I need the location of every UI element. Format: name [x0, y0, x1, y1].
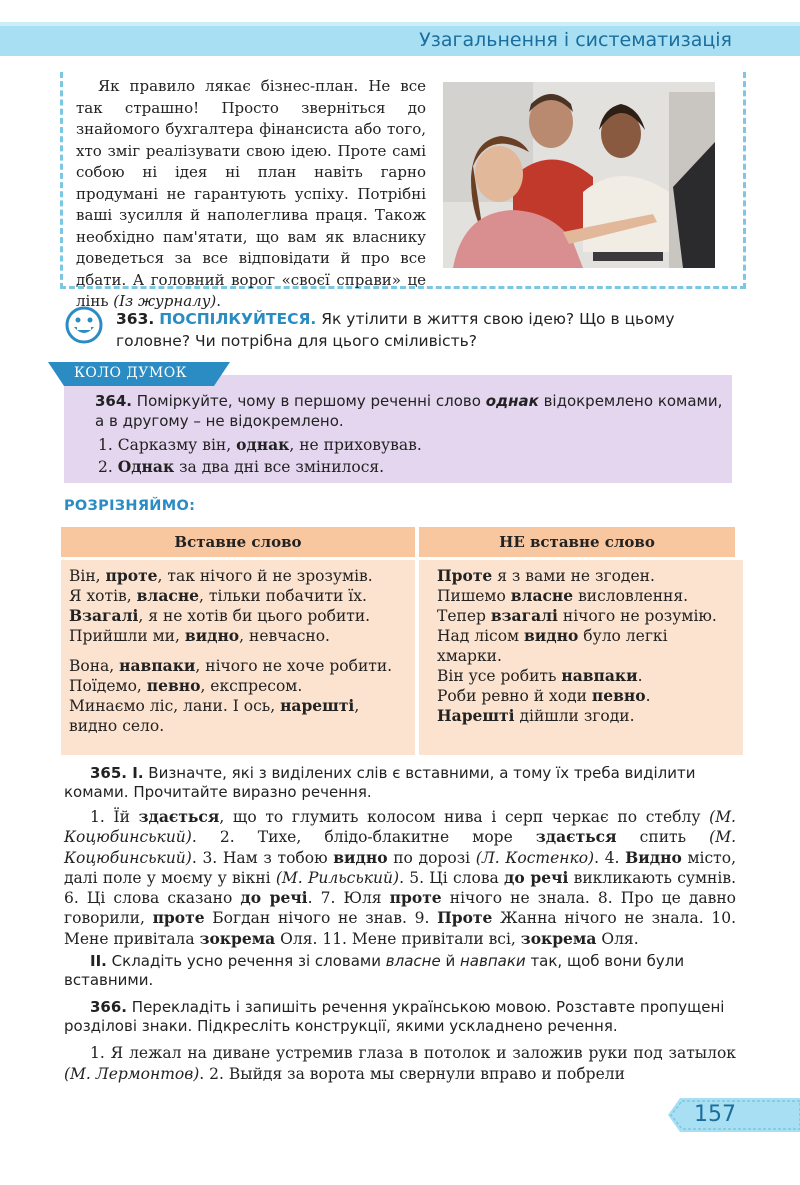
table-line: Він, проте, так нічого й не зрозумів. — [69, 566, 373, 585]
table-line: хмарки. — [437, 647, 502, 665]
table-header-non-parenthetical: НЕ вставне слово — [419, 527, 735, 557]
table-line: Прийшли ми, видно, невчасно. — [69, 626, 330, 645]
kolo-dumok-tab — [48, 362, 230, 386]
photo-students-computer — [443, 82, 715, 268]
table-line: Роби ревно й ходи певно. — [437, 686, 651, 705]
smiley-icon — [65, 306, 103, 344]
exercise-365-number: 365. I. — [90, 764, 144, 782]
distinguish-heading: РОЗРІЗНЯЙМО: — [64, 498, 196, 514]
table-line: Тепер взагалі нічого не розумію. — [437, 606, 717, 625]
table-line: видно село. — [69, 717, 165, 735]
exercise-363-label: ПОСПІЛКУЙТЕСЯ. — [159, 310, 317, 328]
exercise-363: 363. ПОСПІЛКУЙТЕСЯ. Як утілити в життя свою ідею? Що в цьому головне? Чи потрібна для цього сміливість? — [116, 310, 675, 350]
exercise-366-task: 366. Перекладіть і запишіть речення українською мовою. Розставте пропущені розділові знаки. Підкресліть конструкції, якими ускладнено речення. — [64, 998, 725, 1035]
table-line: Минаємо ліс, лани. І ось, нарешті, — [69, 696, 360, 715]
exercise-365-sentences: 1. Їй здається, що то глумить колосом нива і серп черкає по стеблу (М. Коцюбинський). 2. Тихе, блідо-блакитне море здається спить (М. Коцюбинський). 3. Нам з тобою видно по дорозі (Л. Костенко). 4. Видно місто, далі поле у моєму у вікні (М. Рильський). 5. Ці слова до речі викликають сумнів. 6. Ці слова сказано до речі. 7. Юля проте нічого не знала. 8. Про це давно говорили, проте Богдан нічого не знав. 9. Проте Жанна нічого не знала. 10. Мене привітала зокрема Оля. 11. Мене привітали всі, зокрема Оля. — [64, 807, 737, 948]
exercise-364-examples — [98, 434, 422, 478]
table-line: Пишемо власне висловлення. — [437, 586, 689, 605]
table-line: Я хотів, власне, тільки побачити їх. — [69, 586, 367, 605]
table-column-parenthetical — [61, 560, 415, 755]
kolo-dumok-label: КОЛО ДУМОК — [74, 365, 188, 381]
table-line: Взагалі, я не хотів би цього робити. — [69, 606, 371, 625]
chapter-header — [0, 22, 800, 60]
table-line: Нарешті дійшли згоди. — [437, 706, 635, 725]
exercise-366-number: 366. — [90, 998, 128, 1016]
list-item: 2. Однак за два дні все змінилося. — [98, 457, 385, 476]
photo-illustration — [443, 82, 715, 268]
chapter-title: Узагальнення і систематизація — [419, 29, 732, 51]
journal-text: Як правило лякає бізнес-план. Не все так страшно! Просто зверніться до знайомого бухгалтера фінансиста або того, хто зміг реалізувати свою ідею. Проте самі собою ні ідея ні план навіть гарно продумані не гарантують успіху. Потрібні ваші зусилля й наполеглива праця. Також необхідно пам'ятати, що вам як власнику доведеться за все відповідати й про все дбати. А головний ворог «своєї справи» це лінь (Із журналу). — [76, 77, 426, 310]
page-number-tab — [668, 1098, 800, 1132]
table-line: Проте я з вами не згоден. — [437, 566, 655, 585]
table-line: Він усе робить навпаки. — [437, 666, 643, 685]
table-header-parenthetical: Вставне слово — [61, 527, 415, 557]
exercise-365-part2: II. Складіть усно речення зі словами власне й навпаки так, щоб вони були вставними. — [64, 952, 685, 989]
exercise-364-number: 364. — [95, 392, 133, 410]
exercise-365-task: 365. I. Визначте, які з виділених слів є вставними, а тому їх треба виділити комами. Прочитайте виразно речення. — [64, 764, 696, 801]
list-item: 1. Сарказму він, однак, не приховував. — [98, 435, 422, 454]
table-column-non-parenthetical — [419, 560, 743, 755]
exercise-363-number: 363. — [116, 310, 155, 328]
exercise-364: 364. Поміркуйте, чому в першому реченні слово однак відокремлено комами, а в другому – не відокремлено. — [95, 392, 723, 430]
journal-source: (Із журналу) — [113, 292, 217, 310]
table-line — [69, 646, 407, 656]
table-line: Вона, навпаки, нічого не хоче робити. — [69, 656, 393, 675]
table-line: Поїдемо, певно, експресом. — [69, 676, 303, 695]
page-number: 157 — [694, 1102, 736, 1127]
exercise-366-sentences: 1. Я лежал на диване устремив глаза в потолок и заложив руки под затылок (М. Лермонтов). 2. Выйдя за ворота мы свернули вправо и побрели — [64, 1044, 736, 1083]
table-line: Над лісом видно було легкі — [437, 626, 668, 645]
